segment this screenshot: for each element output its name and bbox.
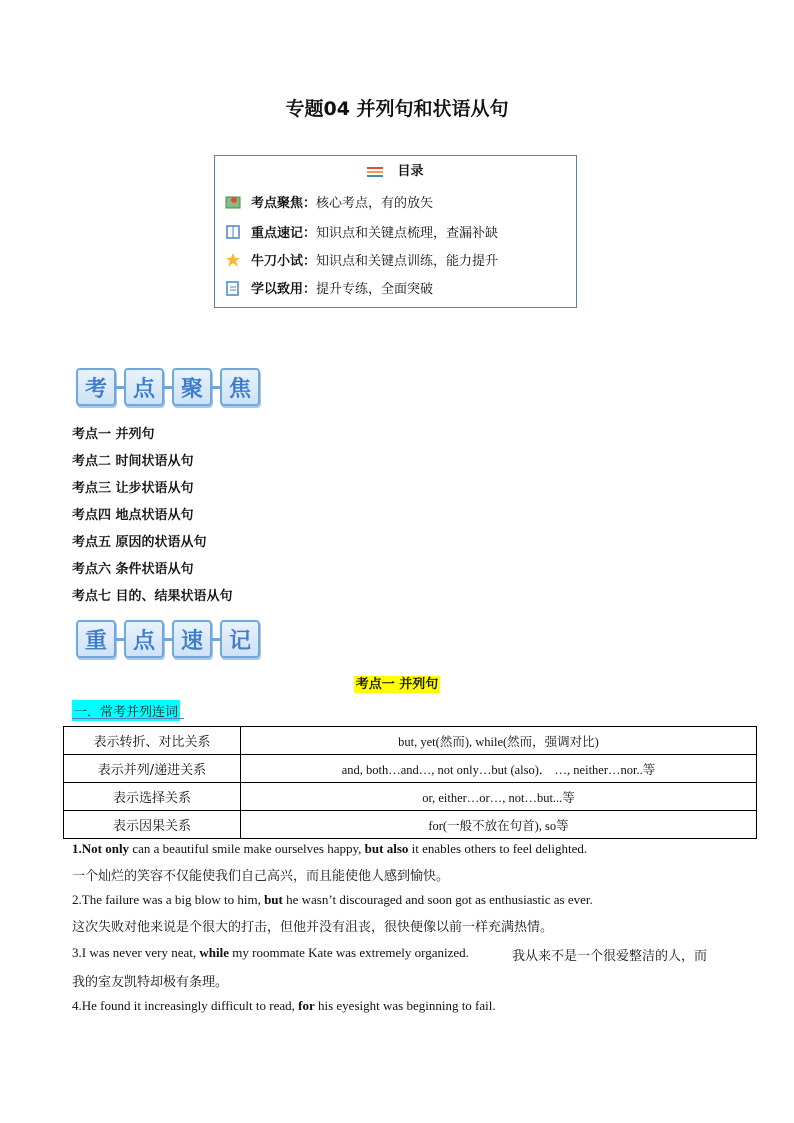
table-row: 表示选择关系 or, either…or…, not…but...等 bbox=[64, 783, 757, 811]
map-icon bbox=[225, 194, 241, 210]
table-row: 表示并列/递进关系 and, both…and…, not only…but (also)． …, neither…nor..等 bbox=[64, 755, 757, 783]
star-icon bbox=[225, 252, 241, 268]
banner-char: 速 bbox=[172, 620, 212, 658]
banner-notes bbox=[76, 620, 260, 658]
kaodian-item: 考点三 让步状语从句 bbox=[72, 481, 194, 496]
example-3: 3.I was never very neat, while my roommate Kate was extremely organized. bbox=[72, 945, 469, 960]
toc-item-notes: 重点速记： 知识点和关键点梳理，查漏补缺 bbox=[225, 222, 498, 241]
example-1-translation: 一个灿烂的笑容不仅能使我们自己高兴，而且能使他人感到愉快。 bbox=[72, 869, 450, 884]
kaodian-item: 考点二 时间状语从句 bbox=[72, 454, 194, 469]
kaodian-item: 考点五 原因的状语从句 bbox=[72, 535, 207, 550]
sub-title: 一．常考并列连词 bbox=[72, 700, 180, 721]
example-4: 4.He found it increasingly difficult to read, for his eyesight was beginning to fail. bbox=[72, 998, 496, 1013]
example-2: 2.The failure was a big blow to him, but he wasn’t discouraged and soon got as enthusiastic as ever. bbox=[72, 892, 593, 907]
conjunction-table bbox=[63, 726, 757, 839]
kaodian-item: 考点六 条件状语从句 bbox=[72, 562, 194, 577]
banner-char: 记 bbox=[220, 620, 260, 658]
page-title: 专题04 并列句和状语从句 bbox=[285, 98, 509, 120]
toc-item-practice: 牛刀小试： 知识点和关键点训练，能力提升 bbox=[225, 250, 498, 269]
kaodian-item: 考点一 并列句 bbox=[72, 427, 155, 442]
example-1: 1.Not only can a beautiful smile make ourselves happy, but also it enables others to feel delighted. bbox=[72, 841, 588, 856]
list-icon bbox=[367, 167, 383, 177]
banner-char: 考 bbox=[76, 368, 116, 406]
table-row: 表示转折、对比关系 but, yet(然而), while(然而，强调对比) bbox=[64, 727, 757, 755]
toc-heading: 目录 bbox=[215, 160, 576, 179]
banner-char: 聚 bbox=[172, 368, 212, 406]
example-3-translation: 我从来不是一个很爱整洁的人，而 bbox=[512, 949, 708, 964]
book-icon bbox=[225, 224, 241, 240]
banner-focus bbox=[76, 368, 260, 406]
kaodian-item: 考点七 目的、结果状语从句 bbox=[72, 589, 233, 604]
clipboard-icon bbox=[225, 280, 241, 296]
banner-char: 点 bbox=[124, 620, 164, 658]
divider bbox=[72, 718, 184, 719]
banner-char: 点 bbox=[124, 368, 164, 406]
toc-item-apply: 学以致用： 提升专练，全面突破 bbox=[225, 278, 433, 297]
example-2-translation: 这次失败对他来说是个很大的打击，但他并没有沮丧，很快便像以前一样充满热情。 bbox=[72, 920, 554, 935]
kaodian-item: 考点四 地点状语从句 bbox=[72, 508, 194, 523]
section-title: 考点一 并列句 bbox=[355, 677, 439, 692]
example-3-translation-cont: 我的室友凯特却极有条理。 bbox=[72, 975, 229, 990]
toc-item-focus: 考点聚焦： 核心考点，有的放矢 bbox=[225, 192, 433, 211]
table-of-contents bbox=[214, 155, 577, 308]
table-row: 表示因果关系 for(一般不放在句首), so等 bbox=[64, 811, 757, 839]
banner-char: 重 bbox=[76, 620, 116, 658]
banner-char: 焦 bbox=[220, 368, 260, 406]
